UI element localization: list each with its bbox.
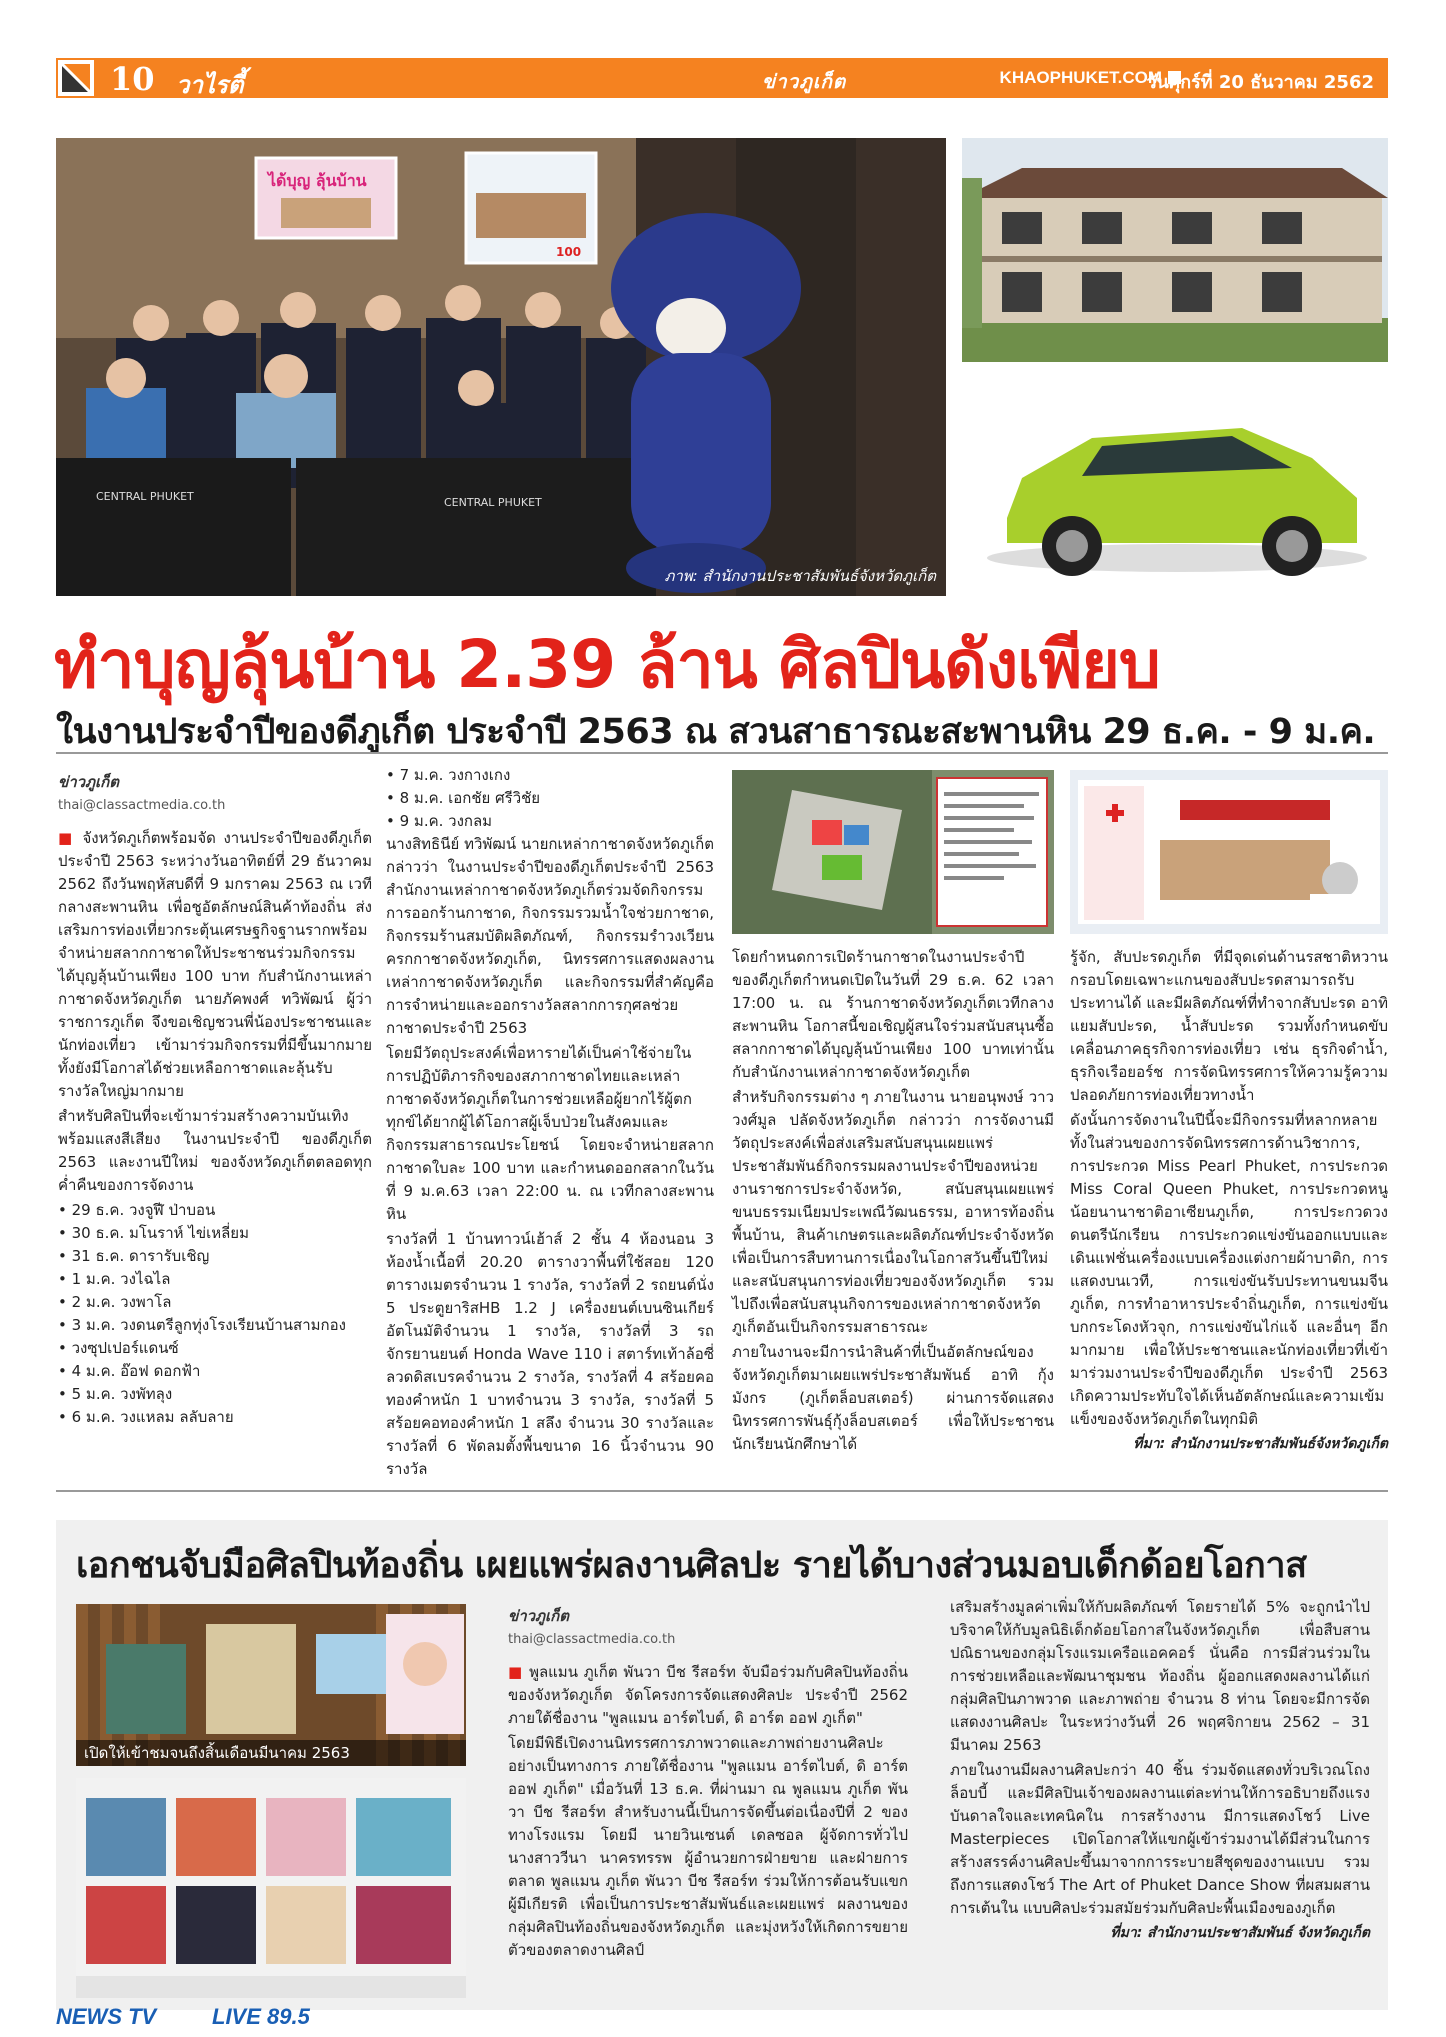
divider-line <box>56 1490 1388 1492</box>
article1-paragraph: ภายในงานจะมีการนำสินค้าที่เป็นอัตลักษณ์ของจังหวัดภูเก็ตมาเผยแพร่ประชาสัมพันธ์ อาทิ กุ้งมังกร (ภูเก็ตล็อบสเตอร์) ผ่านการจัดแสดงนิทรรศการพันธุ์กุ้งล็อบสเตอร์ เพื่อให้ประชาชนนักเรียนนักศึกษาได้ <box>732 1343 1054 1453</box>
list-item: • 6 ม.ค. วงแหลม ลลับลาย <box>58 1406 372 1429</box>
main-event-photo <box>56 138 946 596</box>
lead-square-icon: ■ <box>508 1663 530 1681</box>
car-photo <box>962 378 1388 594</box>
article2-paragraph: พูลแมน ภูเก็ต พันวา บีช รีสอร์ท จับมือร่วมกับศิลปินท้องถิ่นของจังหวัดภูเก็ต จัดโครงการจัดแสดงศิลปะ ประจำปี 2562 ภายใต้ชื่องาน "พูลแมน อาร์ตไบต์, ดิ อาร์ต ออฟ ภูเก็ต" <box>508 1663 908 1727</box>
byline-email: thai@classactmedia.co.th <box>508 1632 676 1647</box>
issue-date: วันศุกร์ที่ 20 ธันวาคม 2562 <box>1146 72 1374 93</box>
list-item: • 2 ม.ค. วงพาโล <box>58 1291 372 1314</box>
article2-paragraph: โดยมีพิธีเปิดงานนิทรรศการภาพวาดและภาพถ่ายงานศิลปะอย่างเป็นทางการ ภายใต้ชื่องาน "พูลแมน อาร์ตไบต์, ดิ อาร์ต ออฟ ภูเก็ต" เมื่อวันที่ 13 ธ.ค. ที่ผ่านมา ณ พูลแมน ภูเก็ต พันวา บีช รีสอร์ท สำหรับงานนี้เป็นการจัดขึ้นต่อเนื่องปีที่ 2 ของทางโรงแรม โดยมี นายวินเซนต์ เดลซอล ผู้จัดการทั่วไป นางสาววีนา นาครทรรพ ผู้อำนวยการฝ่ายขาย และฝ่ายการตลาด พูลแมน ภูเก็ต พันวา บีช รีสอร์ท ร่วมให้การต้อนรับแขกผู้มีเกียรติ เพื่อเป็นการประชาสัมพันธ์และเผยแพร่ ผลงานของกลุ่มศิลปินท้องถิ่นของจังหวัดภูเก็ต และมุ่งหวังให้เกิดการขยายตัวของตลาดงานศิลป์ <box>508 1734 908 1959</box>
source-credit: ที่มา: สำนักงานประชาสัมพันธ์ จังหวัดภูเก็ต <box>1110 1925 1370 1941</box>
divider-line <box>56 752 1388 754</box>
site-url: KHAOPHUKET.COM <box>999 68 1162 87</box>
article1-paragraph: รู้จัก, สับปะรดภูเก็ต ที่มีจุดเด่นด้านรสชาติหวานกรอบโดยเฉพาะแกนของสับปะรดสามารถรับประทานได้ และมีผลิตภัณฑ์ที่ทำจากสับปะรด อาทิ แยมสับปะรด, น้ำสับปะรด รวมทั้งกำหนดขับเคลื่อนภาคธุรกิจการท่องเที่ยว เช่น ธุรกิจดำน้ำ, ธุรกิจเรือยอร์ช การจัดนิทรรศการให้ความรู้ความปลอดภัยการท่องเที่ยวทางน้ำ <box>1070 948 1388 1104</box>
table-banner-1: CENTRAL PHUKET <box>96 490 194 503</box>
photo-caption: เปิดให้เข้าชมจนถึงสิ้นเดือนมีนาคม 2563 <box>76 1740 466 1766</box>
live-radio-logo: LIVE 89.5 <box>212 2004 310 2029</box>
article1-paragraph: นางสิทธินีย์ ทวิพัฒน์ นายกเหล่ากาชาดจังหวัดภูเก็ต กล่าวว่า ในงานประจำปีของดีภูเก็ตประจำปี 2563 สำนักงานเหล่ากาชาดจังหวัดภูเก็ตร่วมจัดกิจกรรมการออกร้านกาชาด, กิจกรรมรวมน้ำใจช่วยกาชาด, กิจกรรมร้านสมบัติผลิตภัณฑ์, กิจกรรมรำวงเวียนครกกาชาดจังหวัดภูเก็ต, นิทรรศการแสดงผลงานเหล่ากาชาดจังหวัดภูเก็ต และกิจกรรมที่สำคัญคือการจำหน่ายและออกรางวัลสลากการกุศลช่วยกาชาดประจำปี 2563 <box>386 835 714 1037</box>
artist-list <box>58 1199 372 1429</box>
page-header <box>56 58 1388 98</box>
photo-credit: ภาพ: สำนักงานประชาสัมพันธ์จังหวัดภูเก็ต <box>664 567 936 585</box>
article1-paragraph: สำหรับศิลปินที่จะเข้ามาร่วมสร้างความบันเทิงพร้อมแสงสีเสียง ในงานประจำปี ของดีภูเก็ต 2563 และงานปีใหม่ ของจังหวัดภูเก็ตตลอดทุกค่ำคืนของการจัดงาน <box>58 1107 372 1194</box>
article1-paragraph: โดยมีวัตถุประสงค์เพื่อหารายได้เป็นค่าใช้จ่ายในการปฏิบัติภารกิจของสภากาชาดไทยและเหล่ากาชาดจังหวัดภูเก็ตในการช่วยเหลือผู้ยากไร้ผู้ตกทุกข์ได้ยากผู้ได้โอกาสผู้เจ็บป่วยในสังคมและกิจกรรมสาธารณประโยชน์ โดยจะจำหน่ายสลากกาชาดใบละ 100 บาท และกำหนดออกสลากในวันที่ 9 ม.ค.63 เวลา 22:00 น. ณ เวทีกลางสะพานหิน <box>386 1044 714 1223</box>
article1-paragraph: ดังนั้นการจัดงานในปีนี้จะมีกิจกรรมที่หลากหลาย ทั้งในส่วนของการจัดนิทรรศการด้านวิชาการ, การประกวด Miss Pearl Phuket, การประกวด Miss Coral Queen Phuket, การประกวดหนูน้อยนานาชาติอาเซียนภูเก็ต, การประกวดวงดนตรีนักเรียน การประกวดแข่งขันออกแบบและเดินแฟชั่นเครื่องแบบเครื่องแต่งกายผ้าบาติก, การแสดงบนเวที, การแข่งขันรับประทานขนมจีนภูเก็ต, การทำอาหารประจำถิ่นภูเก็ต, การแข่งขันบกกระโดงหัวจุก, การแข่งขันไก่แจ้ และอื่นๆ อีกมากมาย เพื่อให้ประชาชนและนักท่องเที่ยวที่เข้ามาร่วมงานประจำปีของดีภูเก็ต ประจำปี 2563 เกิดความประทับใจได้เห็นอัตลักษณ์และความเข้มแข็งของจังหวัดภูเก็ตในทุกมิติ <box>1070 1111 1388 1428</box>
article1-paragraph: จังหวัดภูเก็ตพร้อมจัด งานประจำปีของดีภูเก็ต ประจำปี 2563 ระหว่างวันอาทิตย์ที่ 29 ธันวาคม 2562 ถึงวันพฤหัสบดีที่ 9 มกราคม 2563 ณ เวทีกลางสะพานหิน เพื่อชูอัตลักษณ์สินค้าท้องถิ่น ส่งเสริมการท่องเที่ยวกระตุ้นเศรษฐกิจฐานรากพร้อมจำหน่ายสลากกาชาดให้ประชาชนร่วมกิจกรรม ได้บุญลุ้นบ้านเพียง 100 บาท กับสำนักงานเหล่ากาชาดจังหวัดภูเก็ต นายภัคพงศ์ ทวิพัฒน์ ผู้ว่าราชการภูเก็ต จึงขอเชิญชวนพี่น้องประชาชนและนักท่องเที่ยว เข้ามาร่วมกิจกรรมที่มีขึ้นมากมาย ทั้งยังมีโอกาสได้ช่วยเหลือกาชาดและลุ้นรับรางวัลใหญ่มากมาย <box>58 829 372 1100</box>
list-item: • 8 ม.ค. เอกชัย ศรีวิชัย <box>386 787 714 810</box>
artist-list-cont <box>386 764 714 833</box>
article1-column-2 <box>386 764 714 1483</box>
lead-square-icon: ■ <box>58 829 83 847</box>
list-item: • 9 ม.ค. วงกลม <box>386 810 714 833</box>
article-subhead: ในงานประจำปีของดีภูเก็ต ประจำปี 2563 ณ สวนสาธารณะสะพานหิน 29 ธ.ค. - 9 ม.ค. <box>56 712 1376 752</box>
byline: ข่าวภูเก็ต <box>58 773 119 791</box>
article2-paragraph: เสริมสร้างมูลค่าเพิ่มให้กับผลิตภัณฑ์ โดยรายได้ 5% จะถูกนำไปบริจาคให้กับมูลนิธิเด็กด้อยโอกาสในจังหวัดภูเก็ต เพื่อสืบสานปณิธานของกลุ่มโรงแรมเครือแอคคอร์ นั่นคือ การมีส่วนร่วมในการช่วยเหลือและพัฒนาชุมชน ท้องถิ่น ผู้ออกแสดงผลงานได้แก่ กลุ่มศิลปินภาพวาด และภาพถ่าย จำนวน 8 ท่าน โดยจะมีการจัดแสดงงานศิลปะ ในระหว่างวันที่ 26 พฤศจิกายน 2562 – 31 มีนาคม 2563 <box>950 1598 1370 1754</box>
gallery-photo-bottom <box>76 1778 466 1998</box>
article1-column-4 <box>1070 946 1388 1457</box>
list-item: • 5 ม.ค. วงพัทลุง <box>58 1383 372 1406</box>
fair-map-image <box>732 770 1054 934</box>
article2-paragraph: ภายในงานมีผลงานศิลปะกว่า 40 ชิ้น ร่วมจัดแสดงทั่วบริเวณโถงล็อบบี้ และมีศิลปินเจ้าของผลงานแต่ละท่านให้การอธิบายถึงแรงบันดาลใจและเทคนิคใน การสร้างงาน มีการแสดงโชว์ Live Masterpieces เปิดโอกาสให้แขกผู้เข้าร่วมงานได้มีส่วนในการสร้างสรรค์งานศิลปะขึ้นมาจากการระบายสีชุดของงานแบบ รวมถึงการแสดงโชว์ The Art of Phuket Dance Show ที่ผสมผสานการเต้นใน แบบศิลปะร่วมสมัยร่วมกับศิลปะพื้นเมืองของภูเก็ต <box>950 1761 1370 1917</box>
table-banner-2: CENTRAL PHUKET <box>444 496 542 509</box>
list-item: • 4 ม.ค. อ๊อฟ ดอกฟ้า <box>58 1360 372 1383</box>
list-item: • 3 ม.ค. วงดนตรีลูกทุ่งโรงเรียนบ้านสามกอง <box>58 1314 372 1337</box>
article1-paragraph: รางวัลที่ 1 บ้านทาวน์เฮ้าส์ 2 ชั้น 4 ห้องนอน 3 ห้องน้ำเนื้อที่ 20.20 ตารางวาพื้นที่ใช้สอย 120 ตารางเมตรจำนวน 1 รางวัล, รางวัลที่ 2 รถยนต์นั่ง 5 ประตูยาริสHB 1.2 J เครื่องยนต์เบนซินเกียร์อัตโนมัติจำนวน 1 รางวัล, รางวัลที่ 3 รถจักรยานยนต์ Honda Wave 110 i สตาร์ทเท้าล้อซี่ลวดดิสเบรคจำนวน 2 รางวัล, รางวัลที่ 4 สร้อยคอทองคำหนัก 1 บาทจำนวน 3 รางวัล, รางวัลที่ 5 สร้อยคอทองคำหนัก 1 สลึง จำนวน 30 รางวัลและรางวัลที่ 6 พัดลมตั้งพื้นขนาด 16 นิ้วจำนวน 90 รางวัล <box>386 1230 714 1478</box>
list-item: • วงซุปเปอร์แดนซ์ <box>58 1337 372 1360</box>
article2-column-1 <box>508 1604 908 1964</box>
article1-column-1 <box>58 770 372 1429</box>
lottery-ticket-image <box>1070 770 1388 934</box>
list-item: • 29 ธ.ค. วงจูฬี ป่าบอน <box>58 1199 372 1222</box>
page-number: 10 <box>110 60 155 98</box>
article1-paragraph: สำหรับกิจกรรมต่าง ๆ ภายในงาน นายอนุพงษ์ วาววงศ์มูล ปลัดจังหวัดภูเก็ต กล่าวว่า การจัดงานมีวัตถุประสงค์เพื่อส่งเสริมสนับสนุนเผยแพร่ประชาสัมพันธ์กิจกรรมผลงานประจำปีของหน่วยงานราชการประจำจังหวัด, สนับสนุนเผยแพร่ขนบธรรมเนียมประเพณีวัฒนธรรม, อาหารท้องถิ่นพื้นบ้าน, สินค้าเกษตรและผลิตภัณฑ์ประจำจังหวัด เพื่อเป็นการสืบทานการเนื่องในโอกาสวันขึ้นปีใหม่และสนับสนุนการท่องเที่ยวของจังหวัดภูเก็ต รวมไปถึงเพื่อสนับสนุนกิจการของเหล่ากาชาดจังหวัดภูเก็ตอันเป็นกิจกรรมสาธารณะ <box>732 1088 1054 1336</box>
byline: ข่าวภูเก็ต <box>508 1607 569 1625</box>
list-item: • 31 ธ.ค. ดารารับเชิญ <box>58 1245 372 1268</box>
townhouse-photo <box>962 138 1388 362</box>
list-item: • 1 ม.ค. วงไฉไล <box>58 1268 372 1291</box>
section-title: วาไรตี้ <box>176 71 244 99</box>
article2-column-2 <box>950 1596 1370 1946</box>
sign-1-text: ได้บุญ ลุ้นบ้าน <box>268 171 367 190</box>
sign-2-price: 100 <box>556 245 582 259</box>
list-item: • 7 ม.ค. วงกางเกง <box>386 764 714 787</box>
article1-paragraph: โดยกำหนดการเปิดร้านกาชาดในงานประจำปีของดีภูเก็ตกำหนดเปิดในวันที่ 29 ธ.ค. 62 เวลา 17:00 น. ณ ร้านกาชาดจังหวัดภูเก็ตเวทีกลางสะพานหิน โอกาสนี้ขอเชิญผู้สนใจร่วมสนับสนุนซื้อสลากกาชาดได้บุญลุ้นบ้านเพียง 100 บาทเท่านั้น กับสำนักงานเหล่ากาชาดจังหวัดภูเก็ต <box>732 948 1054 1081</box>
article1-column-3 <box>732 946 1054 1458</box>
article2-headline: เอกชนจับมือศิลปินท้องถิ่น เผยแพร่ผลงานศิลปะ รายได้บางส่วนมอบเด็กด้อยโอกาส <box>76 1545 1307 1586</box>
arrow-logo-icon <box>56 58 96 98</box>
article-headline: ทำบุญลุ้นบ้าน 2.39 ล้าน ศิลปินดังเพียบ <box>54 626 1160 703</box>
newstv-logo: NEWS TV <box>56 2004 157 2029</box>
byline-email: thai@classactmedia.co.th <box>58 798 226 813</box>
list-item: • 30 ธ.ค. มโนราห์ ไข่เหลี่ยม <box>58 1222 372 1245</box>
brand-logo: ข่าวภูเก็ต <box>762 71 847 93</box>
source-credit: ที่มา: สำนักงานประชาสัมพันธ์จังหวัดภูเก็ต <box>1133 1436 1388 1452</box>
